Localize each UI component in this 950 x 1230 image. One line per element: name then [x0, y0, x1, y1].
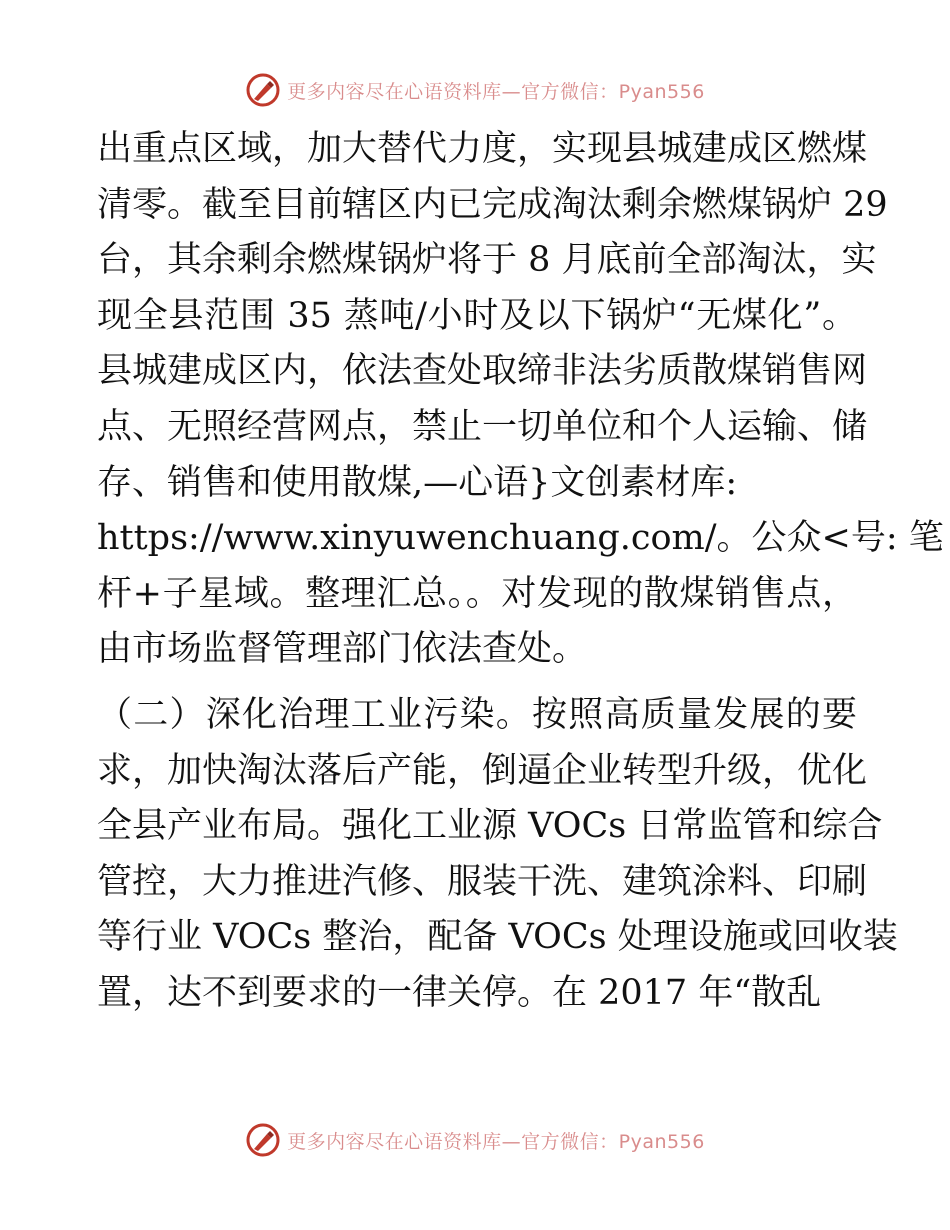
footer-watermark-banner — [0, 1120, 950, 1160]
text-line: https://www.xinyuwenchuang.com/。公众<号: 笔 — [97, 518, 944, 559]
pen-logo-icon — [245, 72, 281, 108]
text-line: 存、销售和使用散煤,—心语}文创素材库: — [97, 462, 738, 503]
paragraph-2 — [97, 688, 898, 1022]
text-line: 台，其余剩余燃煤锅炉将于 8 月底前全部淘汰，实 — [97, 240, 877, 281]
text-line: 置，达不到要求的一律关停。在 2017 年“散乱 — [97, 972, 822, 1013]
document-body — [97, 122, 944, 1022]
header-banner-text: 更多内容尽在心语资料库—官方微信：Pyan556 — [287, 80, 705, 103]
text-line: 现全县范围 35 蒸吨/小时及以下锅炉“无煤化”。 — [97, 295, 857, 336]
text-line: （二）深化治理工业污染。按照高质量发展的要 — [97, 694, 857, 735]
text-line: 出重点区域，加大替代力度，实现县城建成区燃煤 — [97, 129, 868, 169]
text-line: 清零。截至目前辖区内已完成淘汰剩余燃煤锅炉 29 — [97, 184, 888, 225]
header-watermark-banner — [0, 70, 950, 110]
text-line: 求，加快淘汰落后产能，倒逼企业转型升级，优化 — [97, 750, 868, 791]
footer-banner-text: 更多内容尽在心语资料库—官方微信：Pyan556 — [287, 1130, 705, 1153]
paragraph-gap — [97, 678, 857, 688]
paragraph-1 — [97, 122, 944, 678]
text-line: 杆+子星域。整理汇总。。对发现的散煤销售点， — [97, 573, 857, 614]
text-line: 全县产业布局。强化工业源 VOCs 日常监管和综合 — [97, 806, 883, 847]
text-line: 点、无照经营网点，禁止一切单位和个人运输、储 — [97, 406, 868, 447]
text-line: 管控，大力推进汽修、服装干洗、建筑涂料、印刷 — [97, 861, 868, 902]
text-line: 由市场监督管理部门依法查处。 — [97, 629, 588, 670]
pen-logo-icon — [245, 1122, 281, 1158]
text-line: 县城建成区内，依法查处取缔非法劣质散煤销售网 — [97, 351, 868, 392]
text-line: 等行业 VOCs 整治，配备 VOCs 处理设施或回收装 — [97, 917, 898, 958]
